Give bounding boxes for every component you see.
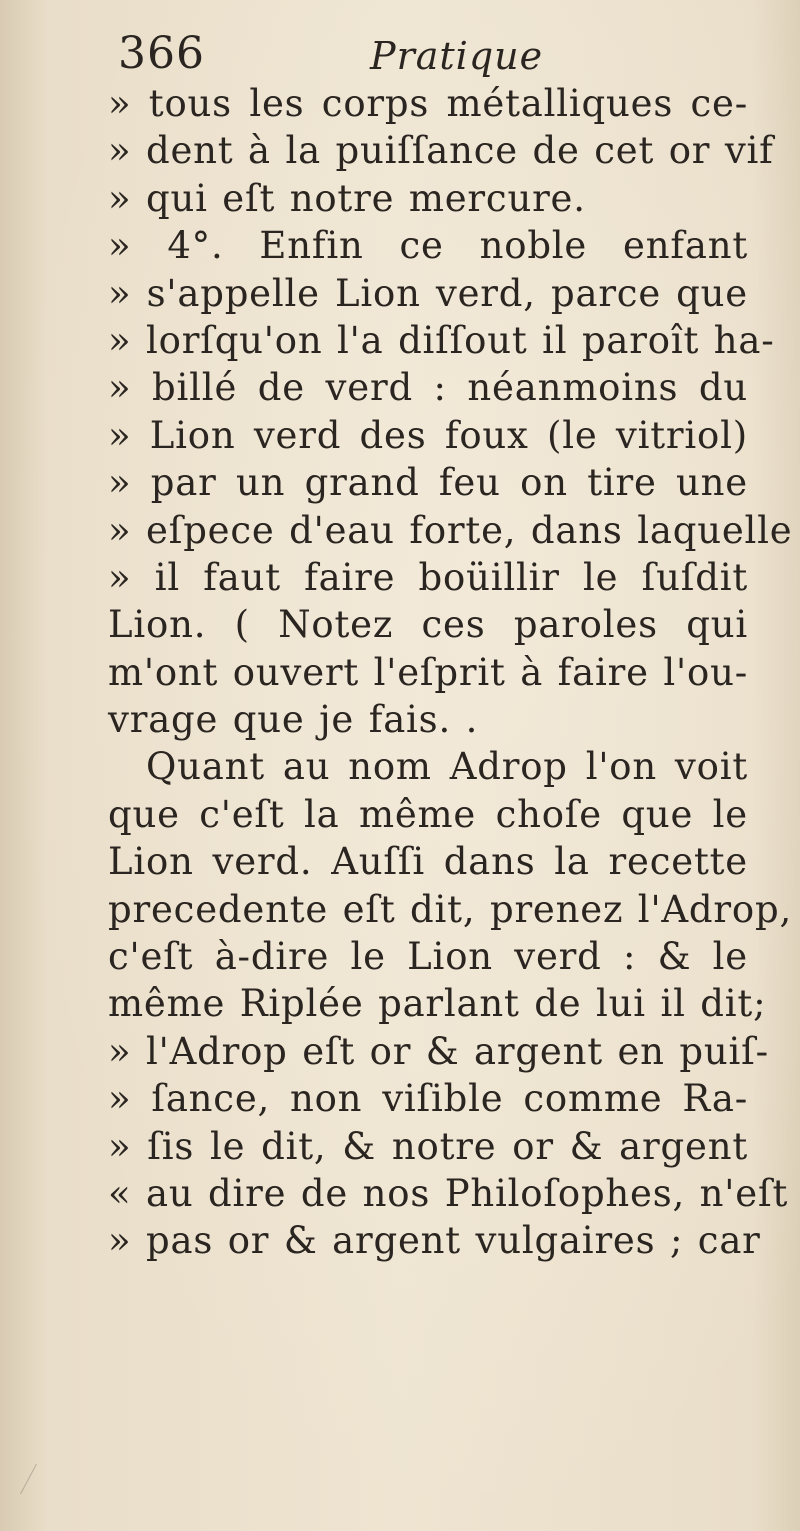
text-line: » s'appelle Lion verd, parce que bbox=[108, 271, 748, 315]
text-line: Lion. ( Notez ces paroles qui bbox=[108, 603, 748, 647]
text-line: » pas or & argent vulgaires ; car bbox=[108, 1219, 761, 1263]
text-line: même Riplée parlant de lui il dit; bbox=[108, 982, 767, 1026]
text-line: » qui eſt notre mercure. bbox=[108, 176, 586, 220]
pencil-mark bbox=[20, 1464, 37, 1494]
text-line: que c'eſt la même choſe que le bbox=[108, 792, 748, 836]
text-line: » ſis le dit, & notre or & argent bbox=[108, 1124, 748, 1168]
body-text bbox=[108, 80, 793, 1265]
paragraph-first-line: Quant au nom Adrop l'on voit bbox=[146, 745, 748, 789]
text-line: m'ont ouvert l'eſprit à faire l'ou- bbox=[108, 650, 749, 694]
text-line: » 4°. Enfin ce noble enfant bbox=[108, 224, 748, 268]
text-line: » l'Adrop eſt or & argent en puiſ- bbox=[108, 1029, 769, 1073]
text-line: c'eſt à-dire le Lion verd : & le bbox=[108, 935, 748, 979]
text-line: » billé de verd : néanmoins du bbox=[108, 366, 748, 410]
text-line: » par un grand feu on tire une bbox=[108, 461, 748, 505]
text-line: » Lion verd des foux (le vitriol) bbox=[108, 413, 748, 457]
text-line: » eſpece d'eau forte, dans laquelle bbox=[108, 508, 793, 552]
text-line: » dent à la puiſſance de cet or vif bbox=[108, 129, 774, 173]
page-header bbox=[118, 28, 758, 88]
text-line: » ſance, non viſible comme Ra- bbox=[108, 1077, 748, 1121]
text-line: » il faut faire boüillir le ſuſdit bbox=[108, 555, 748, 599]
text-line: » lorſqu'on l'a diſſout il paroît ha- bbox=[108, 318, 775, 362]
text-line: » tous les corps métalliques ce- bbox=[108, 82, 748, 125]
text-line: precedente eſt dit, prenez l'Adrop, bbox=[108, 887, 793, 931]
running-title: Pratique bbox=[370, 34, 544, 78]
page-number: 366 bbox=[118, 28, 205, 79]
text-line: « au dire de nos Philoſophes, n'eſt bbox=[108, 1171, 789, 1215]
text-line: vrage que je fais. . bbox=[108, 698, 479, 742]
text-line: Lion verd. Auſſi dans la recette bbox=[108, 840, 748, 884]
